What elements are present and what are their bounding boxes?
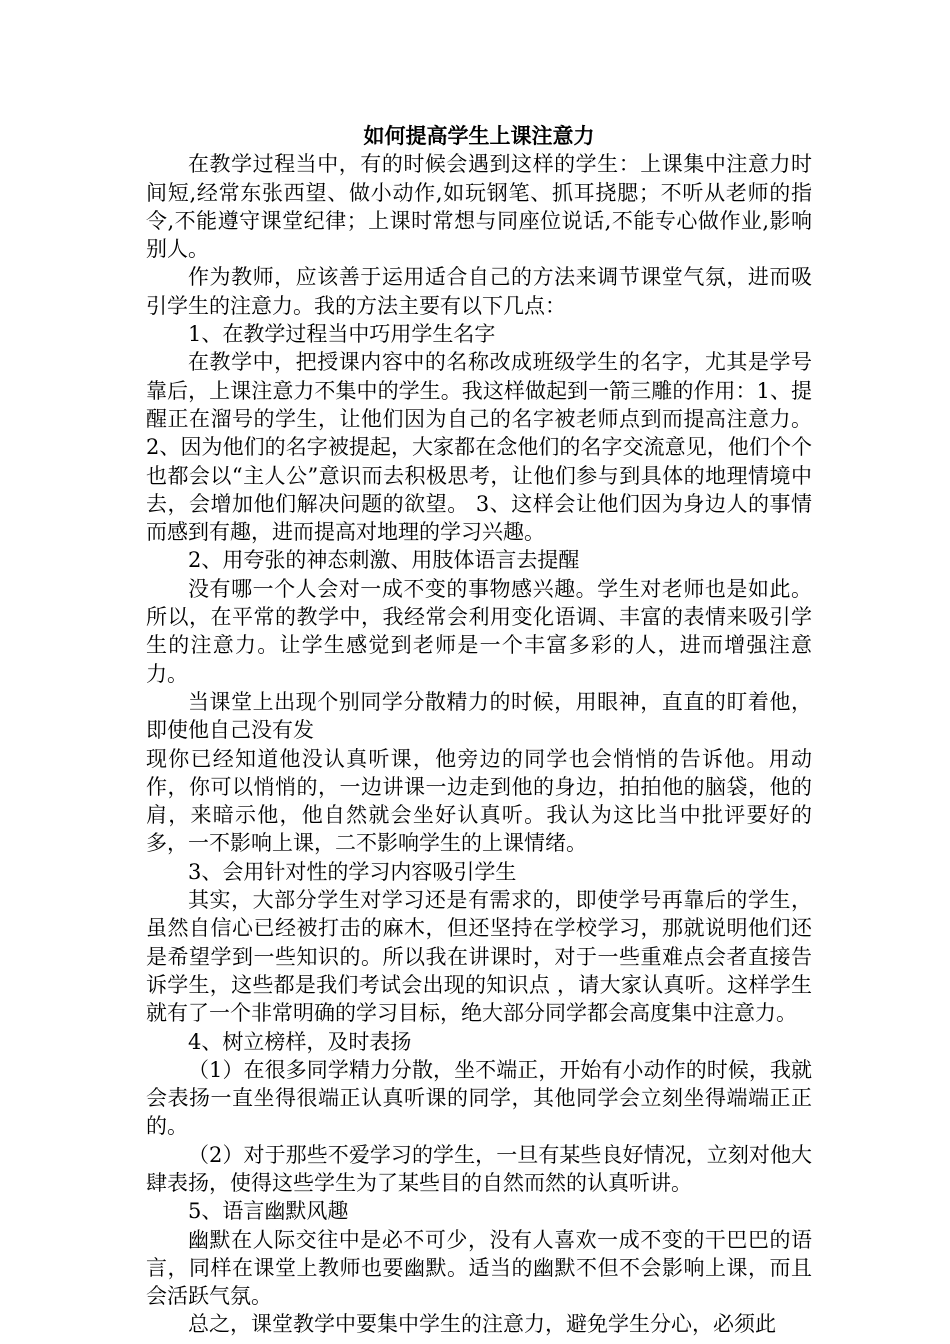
paragraph-teacher-role: 作为教师，应该善于运用适合自己的方法来调节课堂气氛，进而吸引学生的注意力。我的方法主要有以下几点： (146, 265, 812, 318)
paragraph-section-4a: （1）在很多同学精力分散，坐不端正，开始有小动作的时候，我就会表扬一直坐得很端正认真听课的同学，其他同学会立刻坐得端端正正的。 (146, 1057, 812, 1139)
section-heading-5: 5、语言幽默风趣 (188, 1199, 349, 1224)
paragraph-section-3: 其实，大部分学生对学习还是有需求的，即使学号再靠后的学生，虽然自信心已经被打击的麻木，但还坚持在学校学习，那就说明他们还是希望学到一些知识的。所以我在讲课时，对于一些重难点会者直接告诉学生，这些都是我们考试会出现的知识点 ，请大家认真听。这样学生就有了一个非常明确的学习目标，绝大部分同学都会高度集中注意力。 (146, 888, 812, 1026)
section-heading-4: 4、树立榜样，及时表扬 (188, 1029, 412, 1054)
paragraph-section-5: 幽默在人际交往中是必不可少，没有人喜欢一成不变的干巴巴的语言，同样在课堂上教师也要幽默。适当的幽默不但不会影响上课，而且会活跃气氛。 (146, 1227, 812, 1309)
section-heading-3: 3、会用针对性的学习内容吸引学生 (188, 859, 517, 884)
document-body (146, 122, 812, 1339)
paragraph-intro: 在教学过程当中，有的时候会遇到这样的学生：上课集中注意力时间短,经常东张西望、做小动作,如玩钢笔、抓耳挠腮；不听从老师的指令,不能遵守课堂纪律；上课时常想与同座位说话,不能专心做作业,影响别人。 (146, 152, 812, 262)
paragraph-section-2c: 现你已经知道他没认真听课，他旁边的同学也会悄悄的告诉他。用动作，你可以悄悄的，一边讲课一边走到他的身边，拍拍他的脑袋，他的肩，来暗示他，他自然就会坐好认真听。我认为这比当中批评要好的多，一不影响上课，二不影响学生的上课情绪。 (146, 746, 812, 856)
paragraph-section-2b: 当课堂上出现个别同学分散精力的时候，用眼神，直直的盯着他，即使他自己没有发 (146, 689, 812, 743)
document-title: 如何提高学生上课注意力 (363, 123, 595, 148)
paragraph-section-2a: 没有哪一个人会对一成不变的事物感兴趣。学生对老师也是如此。所以，在平常的教学中，我经常会利用变化语调、丰富的表情来吸引学生的注意力。让学生感觉到老师是一个丰富多彩的人，进而增强注意力。 (146, 576, 812, 686)
paragraph-conclusion: 总之，课堂教学中要集中学生的注意力，避免学生分心，必须此 (188, 1312, 776, 1337)
section-heading-2: 2、用夸张的神态刺激、用肢体语言去提醒 (188, 548, 580, 573)
paragraph-section-4b: （2）对于那些不爱学习的学生，一旦有某些良好情况，立刻对他大肆表扬，使得这些学生为了某些目的自然而然的认真听讲。 (146, 1142, 812, 1195)
section-heading-1: 1、在教学过程当中巧用学生名字 (188, 322, 496, 347)
paragraph-section-1: 在教学中，把授课内容中的名称改成班级学生的名字，尤其是学号靠后，上课注意力不集中的学生。我这样做起到一箭三雕的作用：1、提醒正在溜号的学生，让他们因为自己的名字被老师点到而提高注意力。2、因为他们的名字被提起，大家都在念他们的名字交流意见，他们个个也都会以“主人公”意识而去积极思考，让他们参与到具体的地理情境中去，会增加他们解决问题的欲望。 3、这样会让他们因为身边人的事情而感到有趣，进而提高对地理的学习兴趣。 (146, 350, 812, 545)
